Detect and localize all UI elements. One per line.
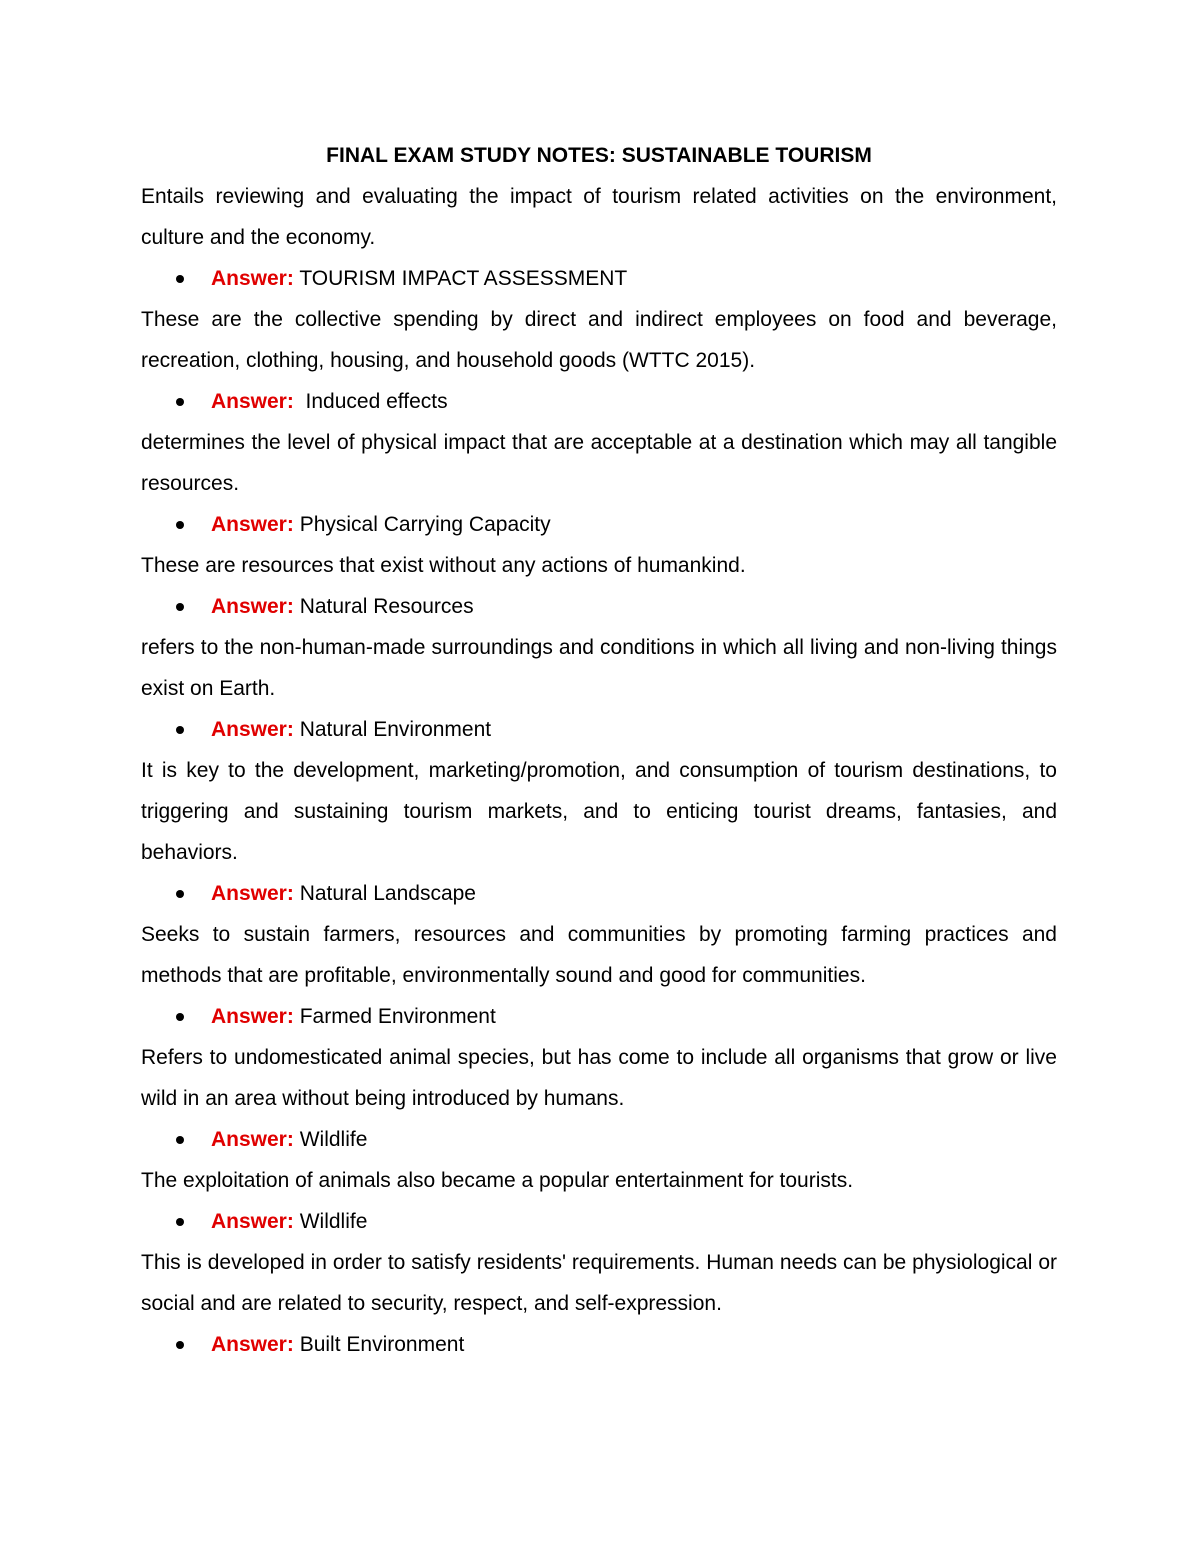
bullet-icon [176, 1341, 184, 1349]
answer-text: TOURISM IMPACT ASSESSMENT [299, 267, 628, 290]
bullet-icon [176, 726, 184, 734]
study-notes [141, 140, 1057, 1365]
question-text: It is key to the development, marketing/promotion, and consumption of tourism destinations, to triggering and sustaining tourism markets, and to enticing tourist dreams, fantasies, and behaviors. [141, 759, 1057, 864]
question-text: These are resources that exist without any actions of humankind. [141, 554, 746, 577]
answer-item [141, 1324, 1057, 1365]
answer-text: Natural Environment [299, 718, 492, 741]
answer-text: Natural Landscape [299, 882, 476, 905]
answer-item [141, 1119, 1057, 1160]
question-text: This is developed in order to satisfy residents' requirements. Human needs can be physiological or social and are related to security, respect, and self-expression. [141, 1251, 1057, 1315]
answer-text: Built Environment [299, 1333, 465, 1356]
answer-item [141, 1201, 1057, 1242]
answer-label: Answer: [211, 718, 294, 741]
bullet-icon [176, 521, 184, 529]
question-text: determines the level of physical impact that are acceptable at a destination which may all tangible resources. [141, 431, 1057, 495]
answer-item [141, 258, 1057, 299]
bullet-icon [176, 275, 184, 283]
answer-item [141, 586, 1057, 627]
bullet-icon [176, 603, 184, 611]
answer-label: Answer: [211, 1128, 294, 1151]
question-text: Seeks to sustain farmers, resources and communities by promoting farming practices and methods that are profitable, environmentally sound and good for communities. [141, 923, 1057, 987]
bullet-icon [176, 1136, 184, 1144]
answer-label: Answer: [211, 267, 294, 290]
answer-text: Induced effects [299, 390, 448, 413]
answer-label: Answer: [211, 1210, 294, 1233]
answer-label: Answer: [211, 1005, 294, 1028]
bullet-icon [176, 890, 184, 898]
question-text: refers to the non-human-made surroundings and conditions in which all living and non-living things exist on Earth. [141, 636, 1057, 700]
answer-text: Farmed Environment [299, 1005, 496, 1028]
question-text: Refers to undomesticated animal species, but has come to include all organisms that grow or live wild in an area without being introduced by humans. [141, 1046, 1057, 1110]
question-text: These are the collective spending by direct and indirect employees on food and beverage, recreation, clothing, housing, and household goods (WTTC 2015). [141, 308, 1057, 372]
question-text: The exploitation of animals also became a popular entertainment for tourists. [141, 1169, 854, 1192]
answer-label: Answer: [211, 882, 294, 905]
bullet-icon [176, 1218, 184, 1226]
answer-item [141, 873, 1057, 914]
answer-item [141, 996, 1057, 1037]
answer-item [141, 709, 1057, 750]
page-title: FINAL EXAM STUDY NOTES: SUSTAINABLE TOURISM [326, 144, 872, 167]
bullet-icon [176, 398, 184, 406]
answer-label: Answer: [211, 1333, 294, 1356]
bullet-icon [176, 1013, 184, 1021]
answer-text: Wildlife [299, 1128, 368, 1151]
answer-item [141, 381, 1057, 422]
answer-label: Answer: [211, 513, 294, 536]
answer-label: Answer: [211, 595, 294, 618]
answer-text: Natural Resources [299, 595, 474, 618]
answer-item [141, 504, 1057, 545]
answer-text: Physical Carrying Capacity [299, 513, 551, 536]
answer-text: Wildlife [299, 1210, 368, 1233]
question-text: Entails reviewing and evaluating the impact of tourism related activities on the environment, culture and the economy. [141, 185, 1057, 249]
answer-label: Answer: [211, 390, 294, 413]
